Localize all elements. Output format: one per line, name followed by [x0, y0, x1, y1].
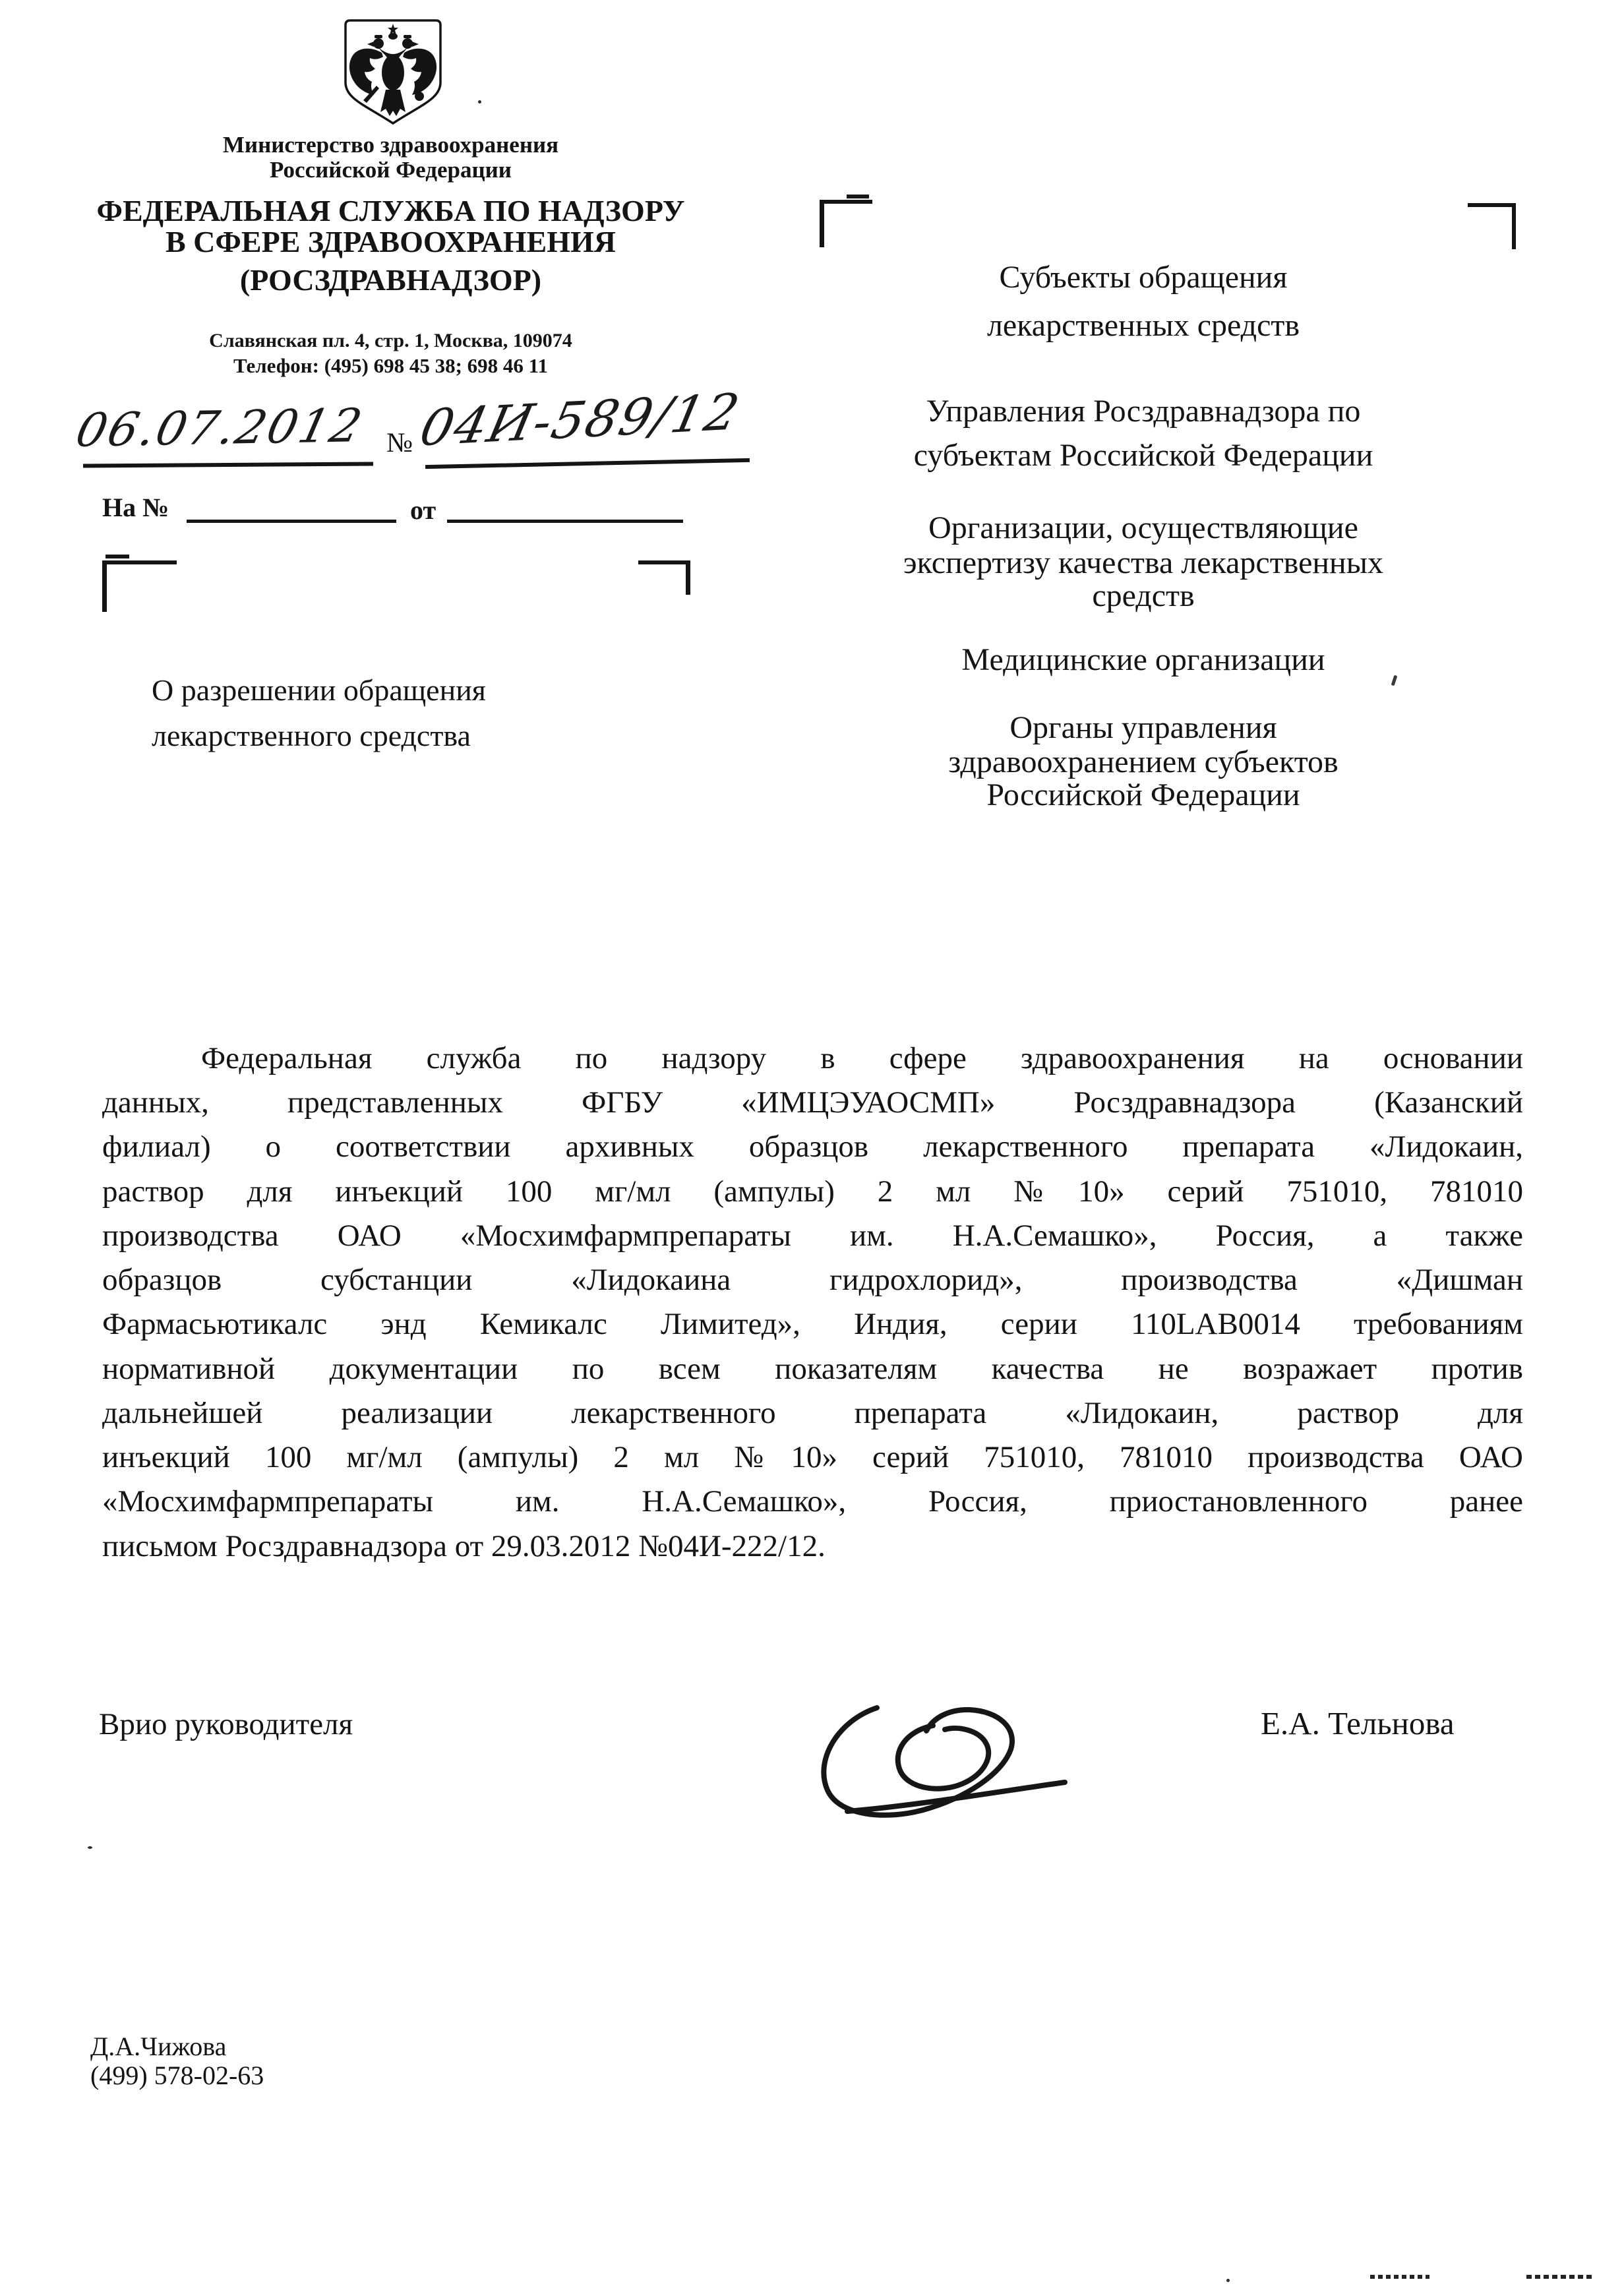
- executor-name: Д.А.Чижова: [90, 2032, 227, 2061]
- scan-artifact-dot: [1226, 2279, 1230, 2282]
- recipient-line: Российской Федерации: [986, 777, 1300, 812]
- recipient-line: здравоохранением субъектов: [948, 744, 1338, 779]
- date-underline: [83, 462, 373, 467]
- recipient-corner-bracket-right: [1468, 203, 1516, 249]
- body-line: Фармасьютикалс энд Кемикалс Лимитед», Индия, серии 110LAB0014 требованиям: [102, 1307, 1523, 1341]
- body-line: письмом Росздравнадзора от 29.03.2012 №04И-222/12.: [102, 1529, 826, 1563]
- recipient-line: Органы управления: [1009, 710, 1277, 745]
- service-name-line1: ФЕДЕРАЛЬНАЯ СЛУЖБА ПО НАДЗОРУ: [96, 194, 685, 227]
- body-line: раствор для инъекций 100 мг/мл (ампулы) 2 мл №10» серий 751010, 781010: [102, 1174, 1523, 1209]
- service-name-line2: В СФЕРЕ ЗДРАВООХРАНЕНИЯ: [165, 225, 616, 258]
- ministry-name-line2: Российской Федерации: [270, 157, 512, 183]
- body-line: Федеральная служба по надзору в сфере здравоохранения на основании: [201, 1041, 1523, 1075]
- org-phone: Телефон: (495) 698 45 38; 698 46 11: [233, 354, 548, 377]
- subject-line: лекарственного средства: [152, 719, 471, 752]
- body-line: производства ОАО «Мосхимфармпрепараты им. Н.А.Семашко», Россия, а также: [102, 1219, 1523, 1253]
- service-abbreviation: (РОСЗДРАВНАДЗОР): [239, 263, 542, 297]
- body-line: инъекций 100 мг/мл (ампулы) 2 мл №10» серий 751010, 781010 производства ОАО: [102, 1440, 1523, 1474]
- scan-artifact-dot: [478, 100, 481, 104]
- recipient-line: Организации, осуществляющие: [928, 510, 1358, 545]
- subject-corner-bracket-left: [102, 560, 177, 612]
- number-sign-label: №: [386, 428, 413, 458]
- signatory-name: Е.А. Тельнова: [1261, 1705, 1455, 1741]
- scan-artifact-tick: [847, 195, 869, 198]
- outgoing-number-handwritten: 04И-589/12: [415, 382, 746, 458]
- scan-artifact-dot: [88, 1846, 92, 1849]
- scan-artifact-dashes: [1370, 2275, 1429, 2279]
- scan-artifact-tick: [105, 555, 129, 558]
- scan-artifact-dashes: [1526, 2275, 1595, 2279]
- body-line: образцов субстанции «Лидокаина гидрохлорид», производства «Дишман: [102, 1263, 1523, 1297]
- reply-number-blank-line: [187, 520, 396, 523]
- coat-of-arms-icon: [340, 18, 446, 129]
- body-line: данных, представленных ФГБУ «ИМЦЭУАОСМП» Росздравнадзора (Казанский: [102, 1085, 1523, 1120]
- reply-date-blank-line: [447, 520, 683, 523]
- recipient-line: Управления Росздравнадзора по: [926, 394, 1361, 429]
- body-line: филиал) о соответствии архивных образцов лекарственного препарата «Лидокаин,: [102, 1130, 1523, 1164]
- body-line: дальнейшей реализации лекарственного препарата «Лидокаин, раствор для: [102, 1396, 1523, 1430]
- subject-corner-bracket-right: [638, 560, 690, 595]
- body-line: нормативной документации по всем показателям качества не возражает против: [102, 1352, 1523, 1386]
- org-address: Славянская пл. 4, стр. 1, Москва, 109074: [209, 330, 572, 351]
- signatory-position-title: Врио руководителя: [99, 1707, 353, 1741]
- reply-number-label: На №: [102, 493, 169, 522]
- body-line: «Мосхимфармпрепараты им. Н.А.Семашко», Россия, приостановленного ранее: [102, 1484, 1523, 1519]
- recipient-line: Субъекты обращения: [999, 260, 1288, 295]
- number-underline: [425, 458, 750, 469]
- recipient-line: Медицинские организации: [961, 642, 1325, 677]
- executor-phone: (499) 578-02-63: [90, 2061, 264, 2090]
- outgoing-date-handwritten: 06.07.2012: [71, 398, 369, 458]
- recipient-corner-bracket-left: [820, 200, 872, 247]
- recipient-line: экспертизу качества лекарственных: [903, 545, 1383, 580]
- recipient-line: средств: [1092, 578, 1195, 613]
- recipient-line: лекарственных средств: [986, 308, 1300, 343]
- recipient-line: субъектам Российской Федерации: [913, 438, 1373, 473]
- ministry-name-line1: Министерство здравоохранения: [222, 132, 559, 158]
- signature-scribble-icon: [801, 1685, 1085, 1830]
- subject-line: О разрешении обращения: [152, 673, 486, 707]
- reply-date-label: от: [410, 495, 436, 525]
